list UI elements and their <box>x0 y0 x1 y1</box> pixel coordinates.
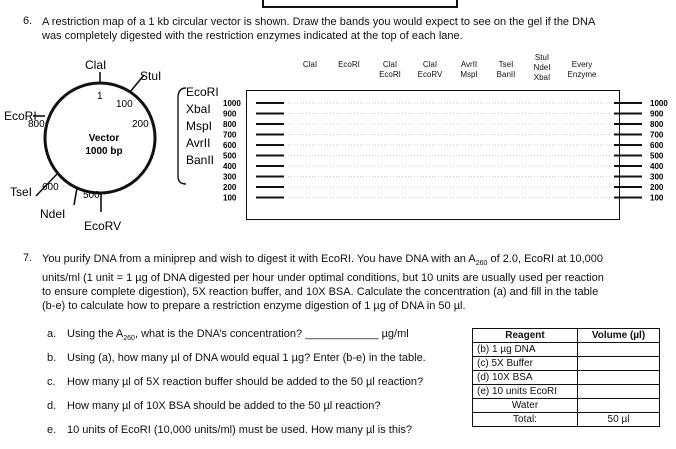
bracket-banii: BanII <box>186 153 215 167</box>
site-ecorv: EcoRV <box>84 219 122 233</box>
ladder-label-left: 100 <box>223 193 237 203</box>
q7-line3: to ensure complete digestion), 5X reaction buffer, and 10X BSA. Calculate the concentration (a) and fill in the table <box>42 286 599 299</box>
lane-header: ClaI EcoRI <box>379 60 401 79</box>
table-row <box>473 413 660 427</box>
lane-header: ClaI <box>302 60 318 69</box>
ladder-label-right: 600 <box>650 141 664 150</box>
pos-100: 100 <box>116 99 133 110</box>
site-tsei: TseI <box>10 185 33 199</box>
q7-item-e: e. 10 units of EcoRI (10,000 units/ml) must be used. How many µl is this? <box>47 424 413 436</box>
volume-cell[interactable] <box>578 343 660 357</box>
table-row <box>473 357 660 371</box>
ladder-label-right: 100 <box>650 193 664 203</box>
q7-item-c: c. How many µl of 5X reaction buffer should be added to the 50 µl reaction? <box>47 376 424 388</box>
reagent-cell: Total: <box>473 413 578 427</box>
lane-header: EcoRI <box>338 60 360 69</box>
enzyme-bracket <box>178 88 186 184</box>
pos-500: 500 <box>83 190 100 201</box>
tick-ndei <box>74 188 77 205</box>
ladder-label-right: 1000 <box>650 99 668 108</box>
ladder-label-left: 300 <box>223 172 237 182</box>
ladder-label-left: 700 <box>223 130 237 140</box>
table-row <box>473 371 660 385</box>
q6-text-line1: A restriction map of a 1 kb circular vector is shown. Draw the bands you would expect to see on the gel if the DNA <box>42 16 596 28</box>
table-row <box>473 399 660 413</box>
gel-ladders <box>222 90 676 220</box>
reagent-cell: (c) 5X Buffer <box>473 357 578 371</box>
table-header-row <box>473 329 660 343</box>
header-reagent: Reagent <box>473 329 578 343</box>
reagent-cell: (d) 10X BSA <box>473 371 578 385</box>
reagent-cell: Water <box>473 399 578 413</box>
lane-header: Every Enzyme <box>567 60 597 79</box>
pos-200: 200 <box>132 119 149 130</box>
q6-number: 6. <box>23 15 33 27</box>
table-row <box>473 385 660 399</box>
bracket-ecori: EcoRI <box>186 85 219 99</box>
ladder-label-left: 1000 <box>223 99 241 108</box>
lane-header: TseI BanII <box>496 60 516 79</box>
bracket-avrii: AvrII <box>186 136 211 150</box>
volume-cell[interactable] <box>578 357 660 371</box>
ladder-label-left: 800 <box>223 120 237 129</box>
volume-cell[interactable] <box>578 385 660 399</box>
q7-number: 7. <box>23 252 33 264</box>
lane-header: AvrII MspI <box>460 60 478 79</box>
pos-1: 1 <box>97 91 103 102</box>
header-volume: Volume (µl) <box>578 329 660 343</box>
q7-item-b: b. Using (a), how many µl of DNA would equal 1 µg? Enter (b-e) in the table. <box>47 352 426 364</box>
ladder-label-right: 900 <box>650 109 664 119</box>
site-stui: StuI <box>140 69 162 83</box>
ladder-label-left: 400 <box>223 162 237 171</box>
ladder-label-right: 800 <box>650 120 664 129</box>
ladder-label-right: 700 <box>650 130 664 140</box>
volume-cell[interactable]: 50 µl <box>578 413 660 427</box>
q7-item-a: a. Using the $A_{260}$, what is the DNA’s concentration? ____________ µg/ml <box>47 328 409 343</box>
ladder-label-left: 200 <box>223 183 237 192</box>
reagent-cell: (b) 1 µg DNA <box>473 343 578 357</box>
q7-item-d: d. How many µl of 10X BSA should be added to the 50 µl reaction? <box>47 400 381 412</box>
q7-line2: units/ml (1 unit = 1 µg of DNA digested per hour under optimal conditions, but 10 units are usually used per reaction <box>42 272 604 285</box>
q7-text <box>42 252 674 313</box>
ladder-label-right: 500 <box>650 151 664 161</box>
lane-header: StuI NdeI XbaI <box>533 53 551 82</box>
q7-line1b: of 2.0, EcoRI at 10,000 <box>487 253 603 265</box>
ladder-label-left: 600 <box>223 141 237 150</box>
bracket-xbai: XbaI <box>186 102 211 116</box>
vector-label: Vector <box>88 133 120 144</box>
vector-size: 1000 bp <box>85 146 123 157</box>
q7-line1-sub: 260 <box>475 260 488 268</box>
q7-line4: (b-e) to calculate how to prepare a restriction enzyme digestion of 1 µg of DNA in 50 µl. <box>42 300 466 313</box>
site-ndei: NdeI <box>40 207 66 221</box>
site-ecori: EcoRI <box>4 109 37 123</box>
ladder-label-left: 500 <box>223 151 237 161</box>
reagent-cell: (e) 10 units EcoRI <box>473 385 578 399</box>
volume-cell[interactable] <box>578 399 660 413</box>
ladder-label-right: 300 <box>650 172 664 182</box>
q7-line1a: You purify DNA from a miniprep and wish to digest it with EcoRI. You have DNA with an A <box>42 253 476 265</box>
ladder-label-left: 900 <box>223 109 237 119</box>
ladder-label-right: 200 <box>650 183 664 192</box>
volume-cell[interactable] <box>578 371 660 385</box>
site-clai: ClaI <box>85 58 107 72</box>
ladder-label-right: 400 <box>650 162 664 171</box>
q6-text-line2: was completely digested with the restriction enzymes indicated at the top of each lane. <box>42 30 463 42</box>
pos-600: 600 <box>42 182 59 193</box>
table-row <box>473 343 660 357</box>
q6-text <box>42 15 672 43</box>
reagent-table <box>472 328 660 427</box>
lane-header: ClaI EcoRV <box>417 60 443 79</box>
bracket-mspi: MspI <box>186 119 213 133</box>
top-box-fragment <box>262 0 458 8</box>
restriction-map <box>0 52 245 242</box>
pos-800: 800 <box>28 119 45 130</box>
